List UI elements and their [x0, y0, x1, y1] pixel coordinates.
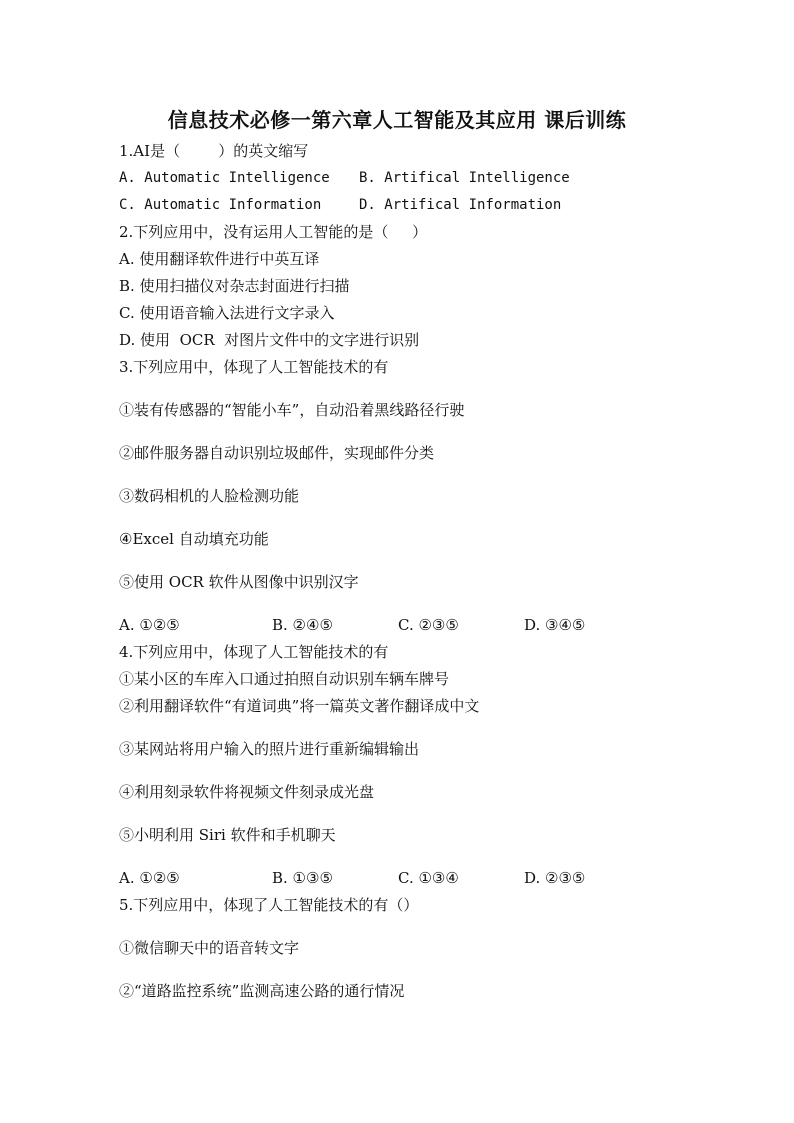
- question-4-option-d: D. ②③⑤: [524, 869, 586, 887]
- question-3-item: ④Excel 自动填充功能: [119, 530, 269, 548]
- question-4-option-b: B. ①③⑤: [272, 869, 333, 887]
- question-3-item: ⑤使用 OCR 软件从图像中识别汉字: [119, 573, 359, 591]
- question-1-option-a: A. Automatic Intelligence: [119, 170, 330, 186]
- question-4-item: ④利用刻录软件将视频文件刻录成光盘: [119, 783, 375, 801]
- question-1-options-row-1: [119, 165, 739, 192]
- question-3-item: ①装有传感器的“智能小车”，自动沿着黑线路径行驶: [119, 401, 465, 419]
- question-3-option-d: D. ③④⑤: [524, 616, 586, 634]
- question-4-options: [119, 865, 739, 892]
- question-4-item: ⑤小明利用 Siri 软件和手机聊天: [119, 826, 336, 844]
- question-1-option-c: C. Automatic Information: [119, 197, 322, 213]
- question-4-option-a: A. ①②⑤: [119, 869, 180, 887]
- question-2-option-c: C. 使用语音输入法进行文字录入: [119, 304, 335, 322]
- question-4-item: ②利用翻译软件“有道词典”将一篇英文著作翻译成中文: [119, 697, 480, 715]
- question-2-option-a: A. 使用翻译软件进行中英互译: [119, 250, 320, 268]
- question-1-option-d: D. Artifical Information: [359, 197, 562, 213]
- question-5-item: ①微信聊天中的语音转文字: [119, 939, 300, 957]
- question-3-item: ③数码相机的人脸检测功能: [119, 487, 300, 505]
- question-2-stem: 2.下列应用中，没有运用人工智能的是（ ）: [119, 223, 428, 241]
- question-3-stem: 3.下列应用中，体现了人工智能技术的有: [119, 358, 389, 376]
- question-5-item: ②“道路监控系统”监测高速公路的通行情况: [119, 982, 405, 1000]
- question-4-option-c: C. ①③④: [398, 869, 459, 887]
- question-3-options: [119, 612, 739, 639]
- question-5-stem: 5.下列应用中，体现了人工智能技术的有（）: [119, 896, 419, 914]
- question-4-stem: 4.下列应用中，体现了人工智能技术的有: [119, 643, 389, 661]
- document-title: 信息技术必修一第六章人工智能及其应用 课后训练: [167, 108, 627, 132]
- question-1-stem: 1.AI是（ ）的英文缩写: [119, 142, 309, 160]
- question-2-option-d: D. 使用 OCR 对图片文件中的文字进行识别: [119, 331, 420, 349]
- question-4-item: ①某小区的车库入口通过拍照自动识别车辆车牌号: [119, 670, 450, 688]
- question-2-option-b: B. 使用扫描仪对杂志封面进行扫描: [119, 277, 350, 295]
- question-3-option-c: C. ②③⑤: [398, 616, 459, 634]
- question-1-options-row-2: [119, 192, 739, 219]
- question-3-option-b: B. ②④⑤: [272, 616, 333, 634]
- question-1-option-b: B. Artifical Intelligence: [359, 170, 570, 186]
- document-body: [119, 138, 739, 1005]
- question-3-option-a: A. ①②⑤: [119, 616, 180, 634]
- question-4-item: ③某网站将用户输入的照片进行重新编辑输出: [119, 740, 420, 758]
- question-3-item: ②邮件服务器自动识别垃圾邮件，实现邮件分类: [119, 444, 435, 462]
